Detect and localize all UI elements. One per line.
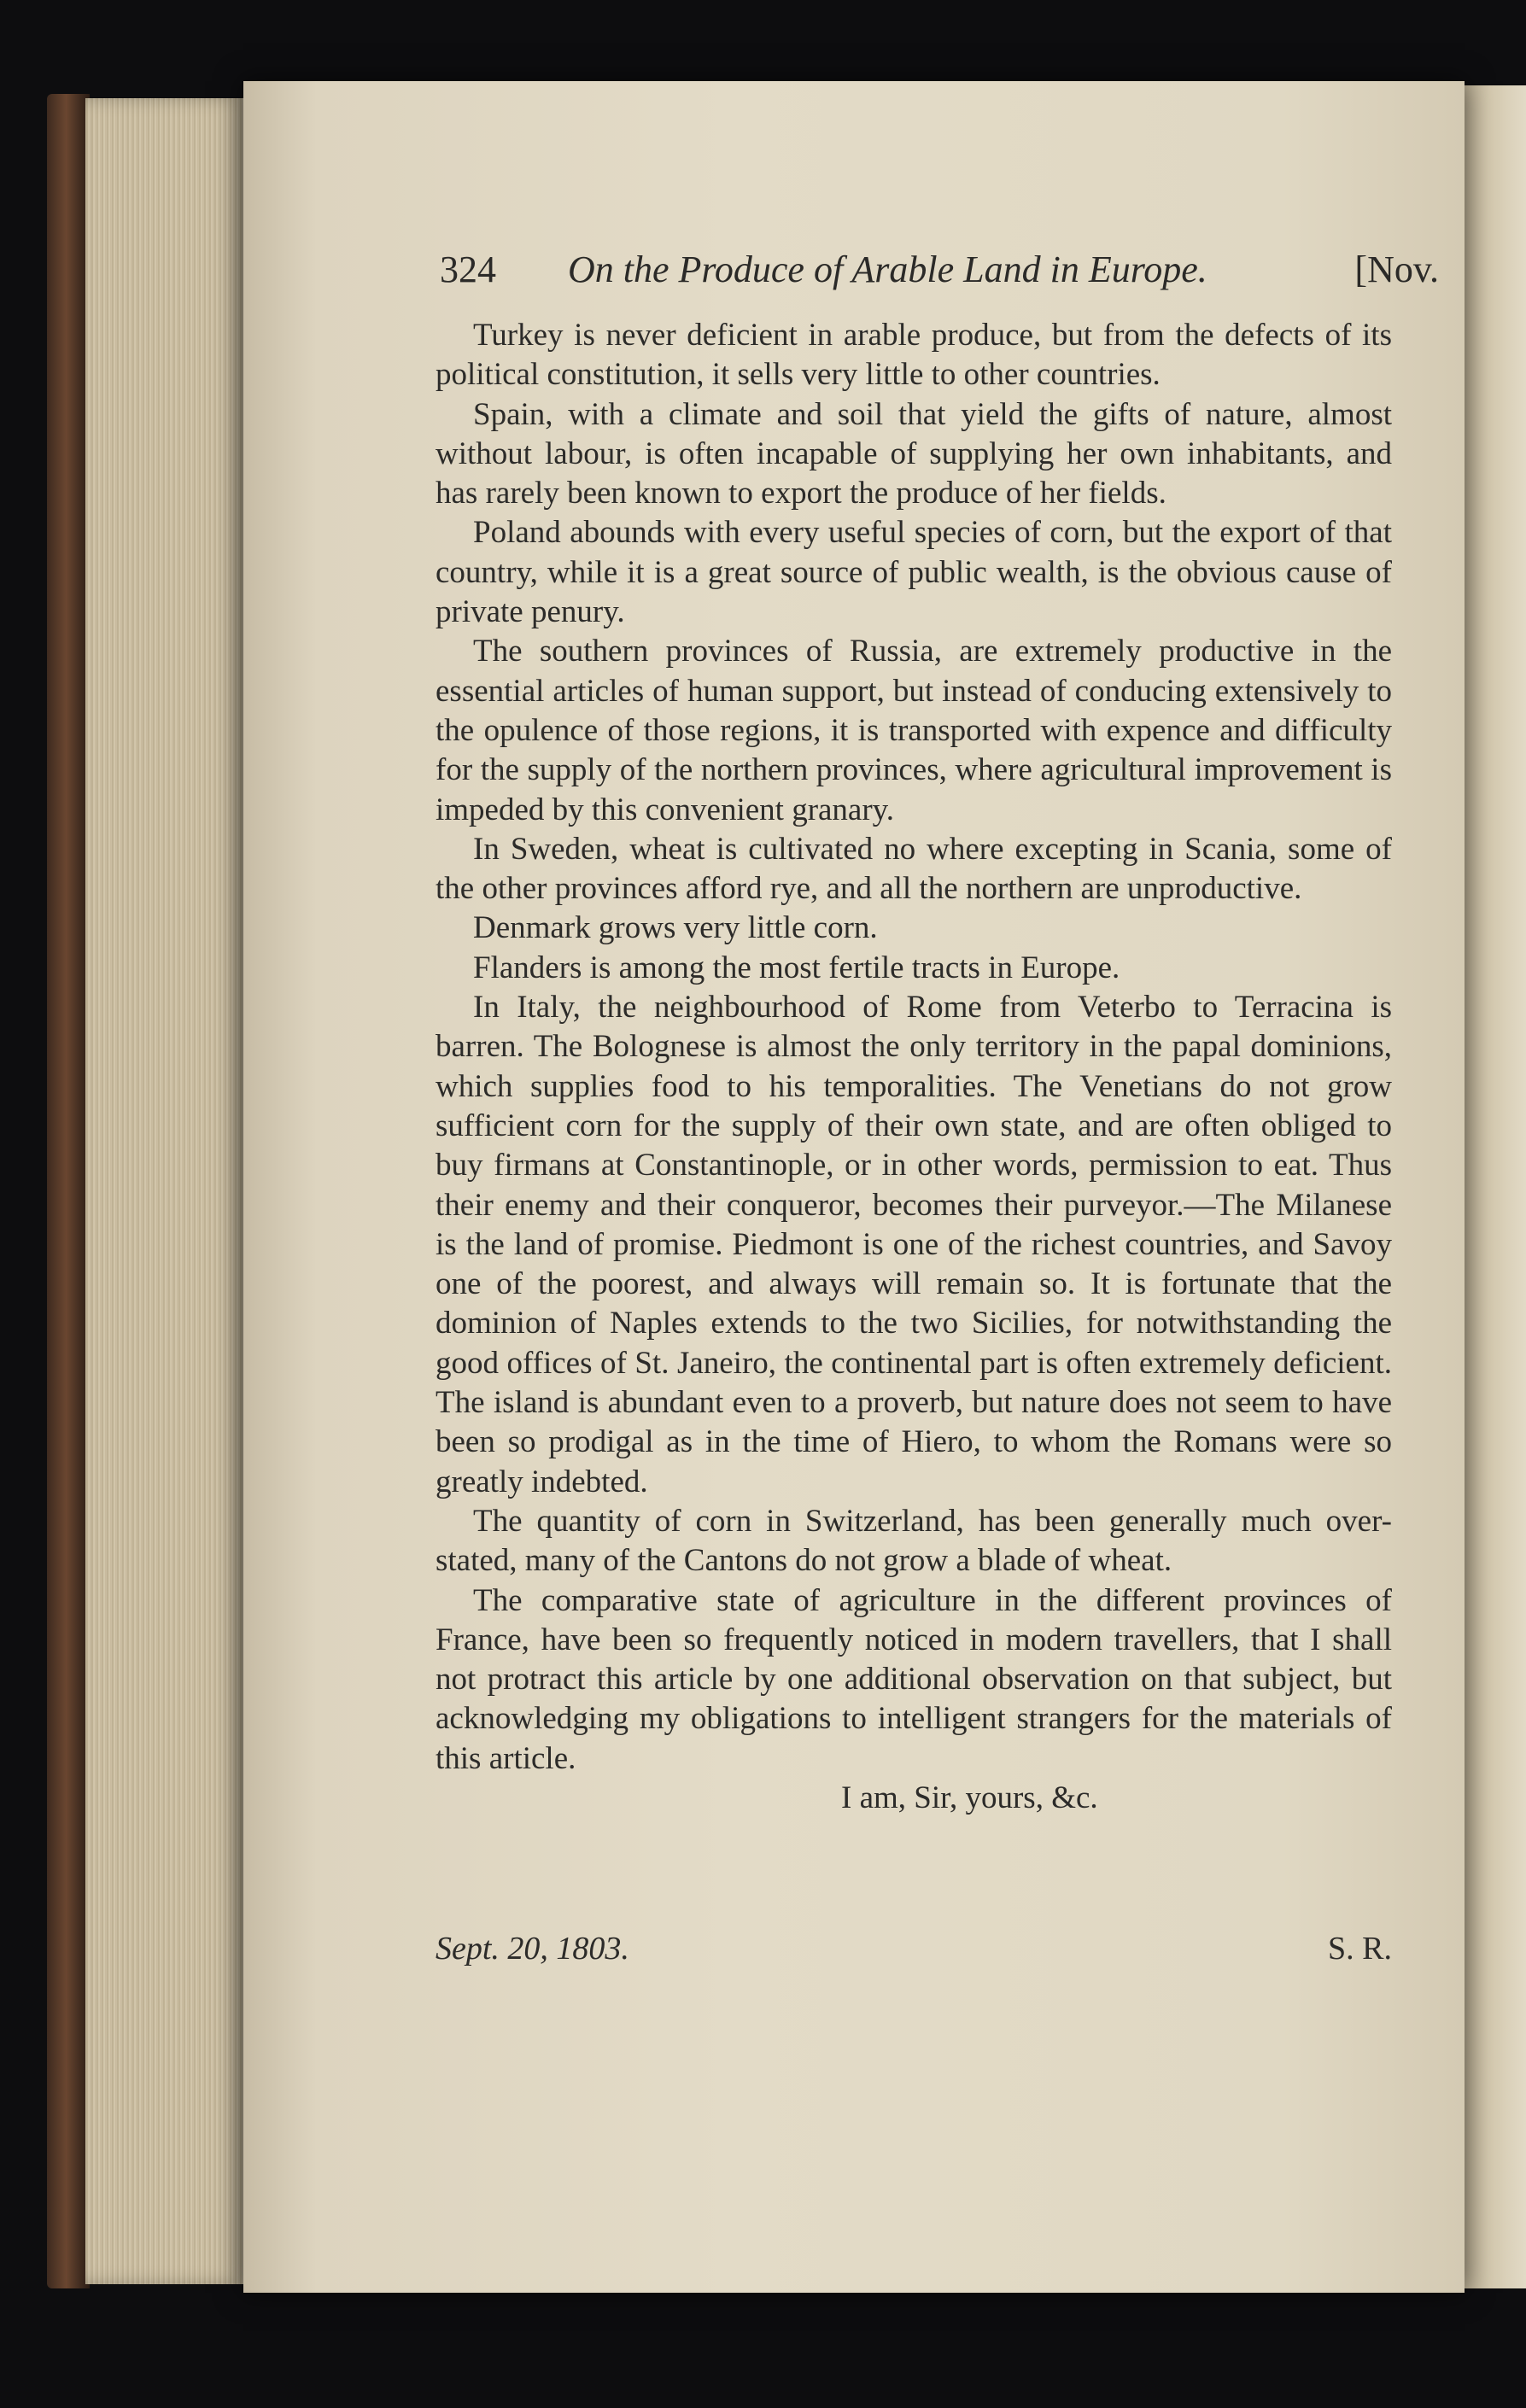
- paragraph-flanders: Flanders is among the most fertile tracts in Europe.: [473, 950, 1120, 985]
- running-month: [Nov.: [1354, 248, 1439, 290]
- paragraph-turkey: Turkey is never deficient in arable produce, but from the defects of its political constitution, it sells very little to other countries.: [436, 318, 1392, 393]
- letter-footer: [436, 1930, 1392, 1981]
- right-page-edge: [1465, 85, 1526, 2288]
- paragraph-poland: Poland abounds with every useful species of corn, but the export of that country, while it is a great source of public wealth, is the obvious cause of private penury.: [436, 515, 1392, 630]
- page-number: 324: [440, 248, 496, 290]
- paragraph-denmark: Denmark grows very little corn.: [473, 910, 878, 946]
- paragraph-spain: Spain, with a climate and soil that yield the gifts of nature, almost without labour, is often incapable of supplying her own inhabitants, and has rarely been known to export the produce of her fields.: [436, 396, 1392, 511]
- author-initials: S. R.: [1328, 1931, 1392, 1967]
- page-edges: [85, 98, 243, 2284]
- body-text: [436, 316, 1392, 1818]
- paragraph-switzerland: The quantity of corn in Switzerland, has been generally much over-stated, many of the Cantons do not grow a blade of wheat.: [436, 1503, 1392, 1579]
- signoff: I am, Sir, yours, &c.: [841, 1780, 1098, 1815]
- paragraph-sweden: In Sweden, wheat is cultivated no where excepting in Scania, some of the other provinces afford rye, and all the northern are unproductive.: [436, 831, 1392, 907]
- book-cover-left: [47, 94, 90, 2288]
- letter-date: Sept. 20, 1803.: [436, 1931, 629, 1967]
- paragraph-russia: The southern provinces of Russia, are extremely productive in the essential articles of human support, but instead of conducing extensively to the opulence of those regions, it is transported with expence and difficulty for the supply of the northern provinces, where agricultural improvement is impeded by this convenient granary.: [436, 634, 1392, 827]
- paragraph-france: The comparative state of agriculture in the different provinces of France, have been so frequently noticed in modern travellers, that I shall not protract this article by one additional observation on that subject, but acknowledging my obligations to intelligent strangers for the materials of this article.: [436, 1582, 1392, 1776]
- running-title: On the Produce of Arable Land in Europe.: [568, 248, 1207, 290]
- paragraph-italy: In Italy, the neighbourhood of Rome from Veterbo to Terracina is barren. The Bolognese is almost the only territory in the papal dominions, which supplies food to his temporalities. The Venetians do not grow sufficient corn for the supply of their own state, and are often obliged to buy firmans at Constantinople, or in other words, permission to eat. Thus their enemy and their conqueror, becomes their purveyor.—The Milanese is the land of promise. Piedmont is one of the richest countries, and Savoy one of the poorest, and always will remain so. It is fortunate that the dominion of Naples extends to the two Sicilies, for notwithstanding the good offices of St. Janeiro, the continental part is often extremely deficient. The island is abundant even to a proverb, but nature does not seem to have been so prodigal as in the time of Hiero, to whom the Romans were so greatly indebted.: [436, 990, 1392, 1499]
- running-header: [440, 248, 1439, 307]
